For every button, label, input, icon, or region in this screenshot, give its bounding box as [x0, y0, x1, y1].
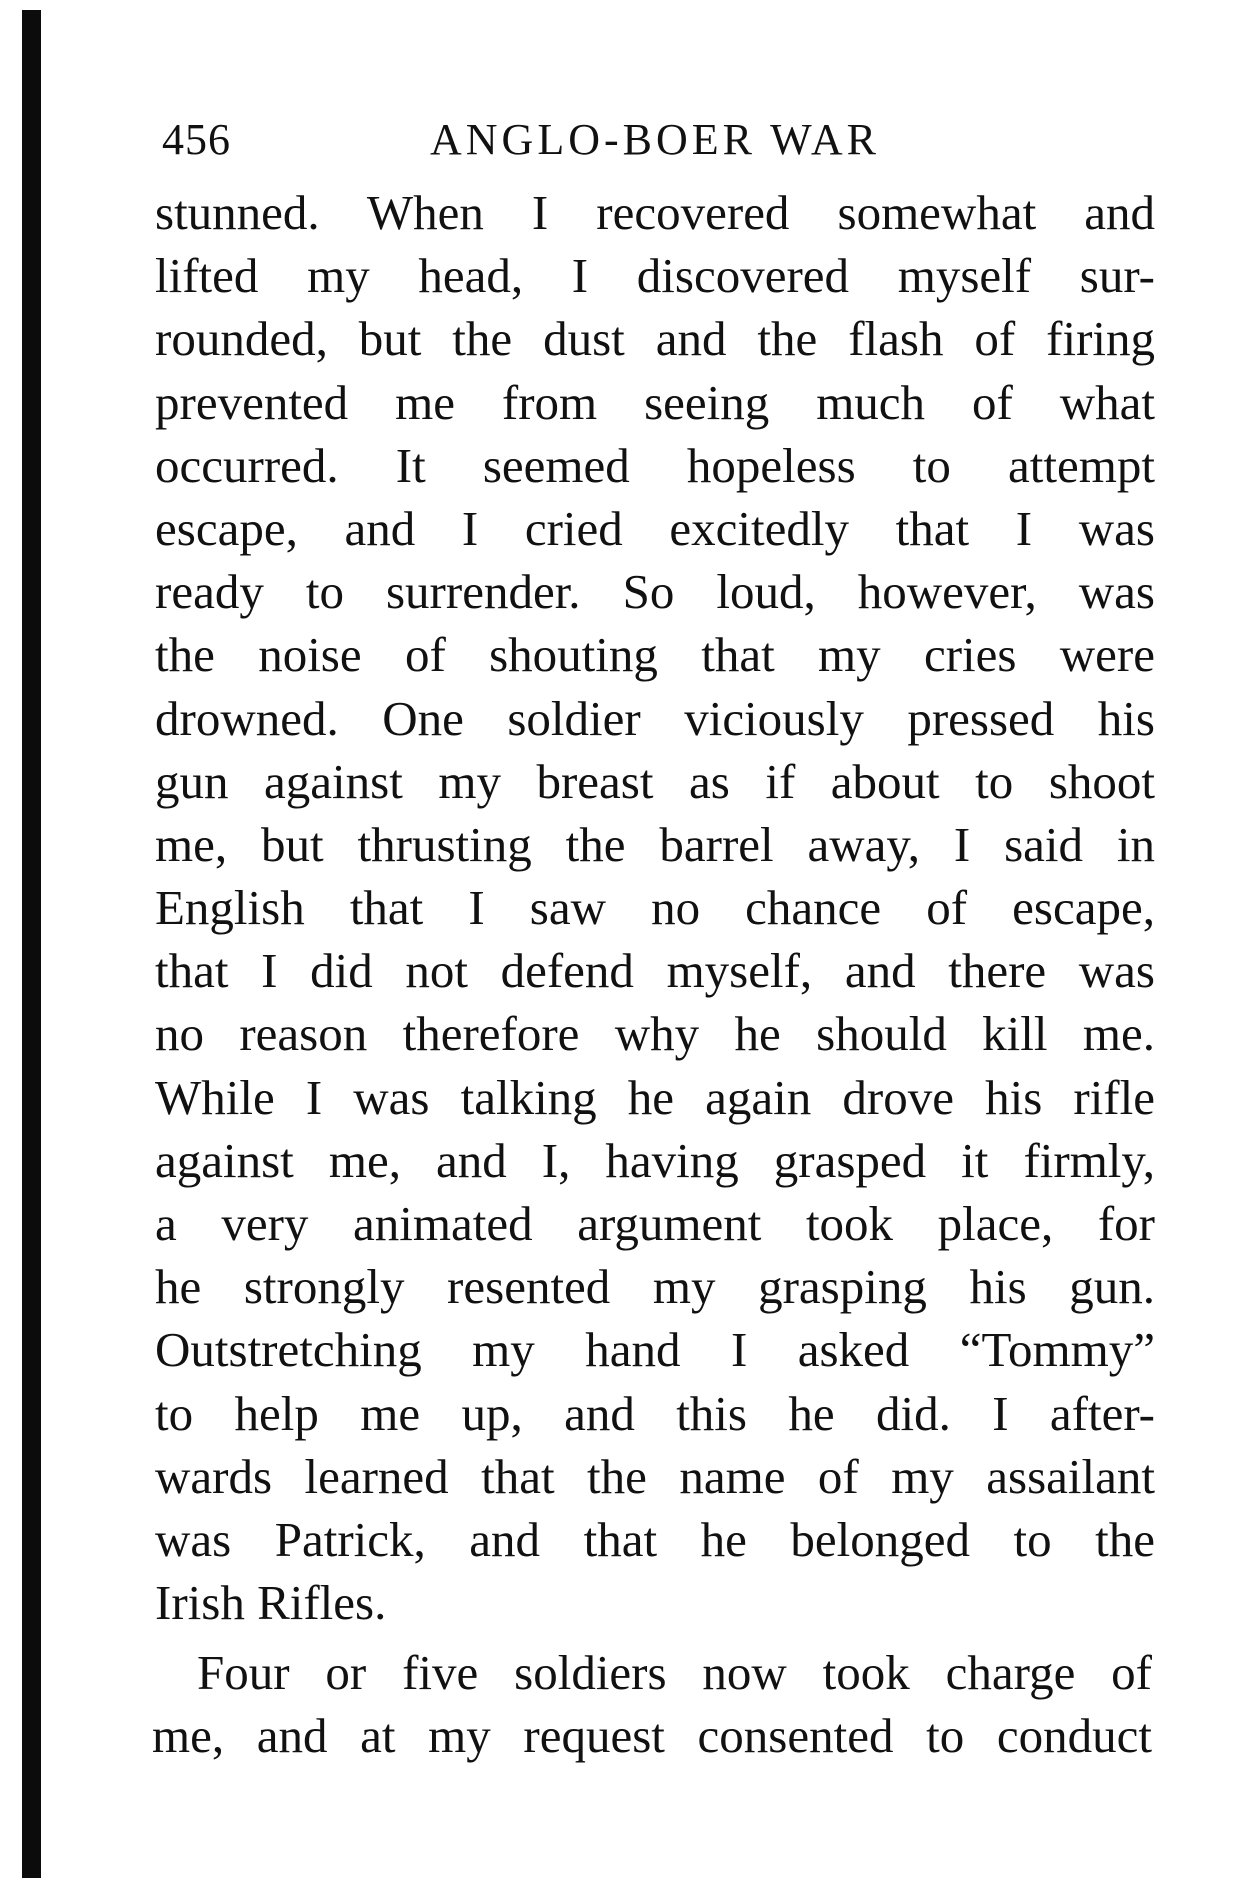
text-line: English that I saw no chance of escape,	[155, 880, 1155, 936]
text-line: stunned. When I recovered somewhat and	[155, 185, 1155, 240]
page-number: 456	[162, 115, 231, 164]
text-line: Four or five soldiers now took charge of	[197, 1645, 1152, 1700]
paragraph-1	[155, 181, 1155, 1634]
text-line: me, and at my request consented to conduct	[152, 1708, 1152, 1764]
text-line: a very animated argument took place, for	[155, 1196, 1155, 1251]
text-line: Outstretching my hand I asked “Tommy”	[155, 1322, 1155, 1378]
text-line: prevented me from seeing much of what	[155, 374, 1155, 430]
paragraph-2	[152, 1641, 1152, 1767]
text-line: lifted my head, I discovered myself sur-	[155, 248, 1155, 304]
text-line: no reason therefore why he should kill me.	[155, 1006, 1155, 1062]
text-line: ready to surrender. So loud, however, was	[155, 564, 1155, 620]
text-line: me, but thrusting the barrel away, I said in	[155, 816, 1155, 872]
text-line: While I was talking he again drove his rifle	[155, 1069, 1155, 1125]
text-line: Irish Rifles.	[155, 1575, 387, 1631]
running-title: ANGLO-BOER WAR	[430, 115, 880, 164]
text-line: gun against my breast as if about to shoot	[155, 753, 1155, 809]
text-line: that I did not defend myself, and there was	[155, 943, 1155, 999]
text-line: occurred. It seemed hopeless to attempt	[155, 437, 1155, 493]
text-line: escape, and I cried excitedly that I was	[155, 500, 1155, 556]
text-line: the noise of shouting that my cries were	[155, 627, 1155, 683]
text-line: against me, and I, having grasped it firmly,	[155, 1132, 1155, 1188]
text-line: rounded, but the dust and the flash of firing	[155, 311, 1155, 367]
page-header	[162, 112, 1062, 168]
text-line: wards learned that the name of my assailant	[155, 1448, 1155, 1504]
text-line: to help me up, and this he did. I after-	[155, 1385, 1155, 1441]
text-line: he strongly resented my grasping his gun.	[155, 1259, 1155, 1315]
text-line: was Patrick, and that he belonged to the	[155, 1511, 1155, 1567]
scan-binding-edge	[22, 10, 41, 1878]
text-line: drowned. One soldier viciously pressed his	[155, 690, 1155, 746]
